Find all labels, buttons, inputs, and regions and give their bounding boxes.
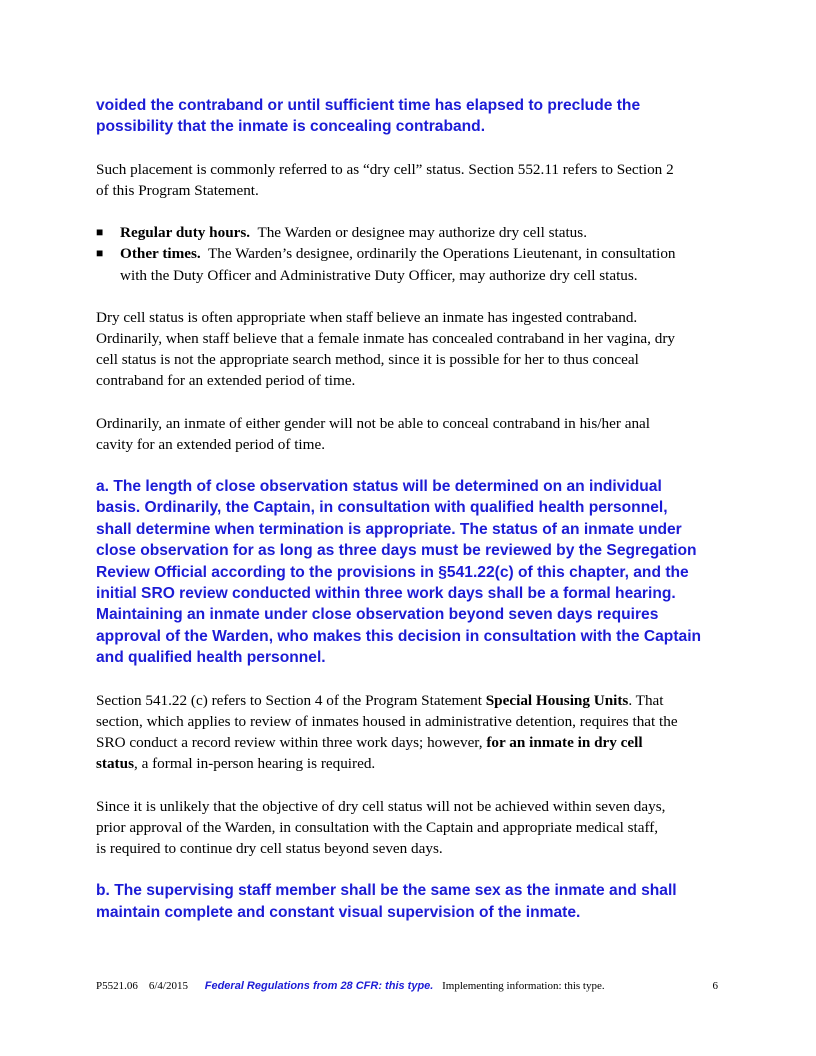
paragraph-seven-days — [96, 796, 722, 860]
text-line: Ordinarily, when staff believe that a female inmate has concealed contraband in her vagina, dry — [96, 330, 675, 348]
emphasis-text: status — [96, 755, 134, 773]
text-line: Review Official according to the provisions in §541.22(c) of this chapter, and the — [96, 563, 689, 581]
text-line: a. The length of close observation status will be determined on an individual — [96, 478, 662, 496]
emphasis-text: for an inmate in dry cell — [486, 734, 643, 752]
text-line: contraband for an extended period of time. — [96, 372, 356, 390]
square-bullet-icon: ■ — [96, 225, 104, 240]
paragraph-dry-cell — [96, 159, 722, 201]
list-item — [96, 222, 722, 243]
text-line: of this Program Statement. — [96, 182, 259, 200]
text-run: Section 541.22 (c) refers to Section 4 of the Program Statement — [96, 691, 486, 709]
text-line: is required to continue dry cell status beyond seven days. — [96, 839, 443, 857]
page-number: 6 — [712, 980, 718, 992]
implementing-info-legend: Implementing information: this type. — [442, 980, 605, 992]
regulation-b — [96, 880, 722, 923]
text-line: possibility that the inmate is concealing contraband. — [96, 118, 486, 136]
federal-regulation-legend: Federal Regulations from 28 CFR: this type. — [204, 980, 434, 992]
list-item-text: The Warden’s designee, ordinarily the Operations Lieutenant, in consultation — [208, 245, 676, 263]
paragraph-ingested — [96, 307, 722, 392]
text-line: shall determine when termination is appropriate. The status of an inmate under — [96, 520, 682, 538]
text-line: cell status is not the appropriate search method, since it is possible for her to thus conceal — [96, 351, 639, 369]
text-line: basis. Ordinarily, the Captain, in consultation with qualified health personnel, — [96, 499, 668, 517]
list-item-lead: Regular duty hours. — [120, 224, 251, 242]
text-line: Maintaining an inmate under close observation beyond seven days requires — [96, 606, 659, 624]
text-line — [96, 690, 722, 711]
text-line: b. The supervising staff member shall be the same sex as the inmate and shall — [96, 882, 677, 900]
text-line: Dry cell status is often appropriate when staff believe an inmate has ingested contraband. — [96, 308, 638, 326]
document-page — [96, 95, 722, 923]
text-line: approval of the Warden, who makes this decision in consultation with the Captain — [96, 627, 702, 645]
page-footer — [96, 979, 722, 993]
square-bullet-icon: ■ — [96, 246, 104, 261]
text-line: voided the contraband or until sufficient time has elapsed to preclude the — [96, 97, 641, 114]
text-line: prior approval of the Warden, in consultation with the Captain and appropriate medical staff, — [96, 818, 659, 836]
text-line — [96, 753, 722, 774]
text-line: Such placement is commonly referred to as “dry cell” status. Section 552.11 refers to Section 2 — [96, 160, 674, 178]
document-number: P5521.06 — [96, 980, 138, 992]
document-date: 6/4/2015 — [148, 980, 188, 992]
list-item — [96, 243, 722, 285]
authorization-list — [96, 222, 722, 286]
text-line: Ordinarily, an inmate of either gender will not be able to conceal contraband in his/her anal — [96, 414, 650, 432]
regulation-intro — [96, 95, 722, 138]
text-line: cavity for an extended period of time. — [96, 435, 325, 453]
text-line: initial SRO review conducted within three work days shall be a formal hearing. — [96, 585, 676, 603]
regulation-a — [96, 476, 722, 669]
text-run: SRO conduct a record review within three work days; however, — [96, 734, 487, 752]
list-item-text-continued: with the Duty Officer and Administrative Duty Officer, may authorize dry cell status. — [120, 266, 638, 284]
paragraph-either-gender — [96, 413, 722, 455]
list-item-text: The Warden or designee may authorize dry cell status. — [257, 224, 587, 242]
text-line: close observation for as long as three days must be reviewed by the Segregation — [96, 542, 697, 560]
text-run: . That — [628, 691, 664, 709]
text-run: , a formal in-person hearing is required. — [133, 755, 376, 773]
text-line: maintain complete and constant visual supervision of the inmate. — [96, 903, 581, 921]
text-line — [96, 732, 722, 753]
list-item-lead: Other times. — [120, 245, 201, 263]
text-line: Since it is unlikely that the objective of dry cell status will not be achieved within seven days, — [96, 797, 666, 815]
text-line: and qualified health personnel. — [96, 649, 326, 667]
paragraph-section-541 — [96, 690, 722, 775]
program-statement-title: Special Housing Units — [485, 691, 629, 709]
text-line: section, which applies to review of inmates housed in administrative detention, requires that the — [96, 712, 678, 730]
